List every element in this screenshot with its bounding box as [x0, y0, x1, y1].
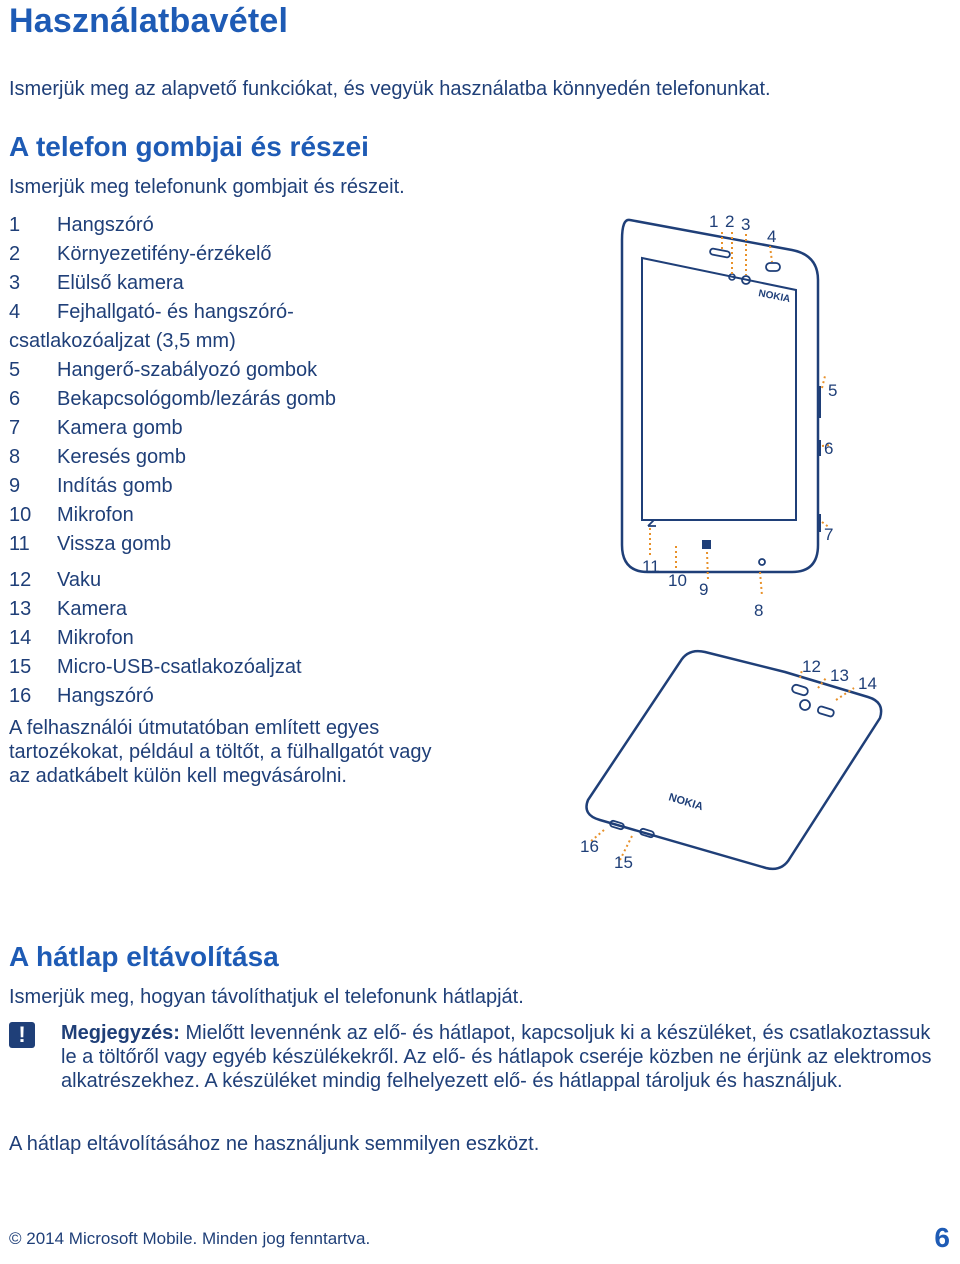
- callout-1: 1: [709, 212, 719, 231]
- earpiece-icon: [710, 248, 731, 258]
- section-subtitle-back-cover: Ismerjük meg, hogyan távolíthatjuk el telefonunk hátlapját.: [9, 986, 524, 1008]
- list-item: 15 Micro-USB-csatlakozóaljzat: [9, 656, 302, 678]
- callout-4: 4: [767, 227, 777, 246]
- copyright: © 2014 Microsoft Mobile. Minden jog fenntartva.: [9, 1229, 371, 1248]
- rear-camera-icon: [800, 700, 810, 710]
- list-item: 6 Bekapcsológomb/lezárás gomb: [9, 388, 337, 410]
- list-item: 5 Hangerő-szabályozó gombok: [9, 359, 318, 381]
- list-item: 7 Kamera gomb: [9, 417, 183, 439]
- callout-10: 10: [668, 571, 687, 590]
- callout-8: 8: [754, 601, 764, 620]
- search-key-icon: [759, 559, 765, 565]
- section-heading-back-cover: A hátlap eltávolítása: [9, 941, 279, 972]
- note-label: Megjegyzés:: [61, 1022, 180, 1044]
- front-brand-logo: NOKIA: [757, 288, 792, 306]
- callout-11: 11: [642, 557, 660, 576]
- intro-text: Ismerjük meg az alapvető funkciókat, és vegyük használatba könnyedén telefonunkat.: [9, 78, 771, 100]
- callout-6: 6: [824, 439, 834, 458]
- callout-9: 9: [699, 580, 709, 599]
- callout-16: 16: [580, 837, 599, 856]
- callout-14: 14: [858, 674, 877, 693]
- flash-icon: [791, 684, 809, 696]
- callout-5: 5: [828, 381, 838, 400]
- list-item: 13 Kamera: [9, 598, 128, 620]
- list-item: 1 Hangszóró: [9, 214, 154, 236]
- parts-list: [9, 211, 429, 711]
- page-title: Használatbavétel: [9, 2, 289, 40]
- list-item: 10 Mikrofon: [9, 504, 134, 526]
- list-item: 16 Hangszóró: [9, 685, 154, 707]
- page-number: 6: [934, 1222, 950, 1253]
- accessory-note: A felhasználói útmutatóban említett egyes tartozékokat, például a töltőt, a fülhallgatót vagy az adatkábelt külön kell megvásárolni.: [9, 717, 432, 787]
- list-item: 11 Vissza gomb: [9, 533, 172, 555]
- list-item: 14 Mikrofon: [9, 627, 134, 649]
- callout-13: 13: [830, 666, 849, 685]
- warning-icon: !: [9, 1022, 35, 1048]
- back-brand-logo: NOKIA: [667, 791, 705, 814]
- callout-12: 12: [802, 657, 821, 676]
- list-item: 9 Indítás gomb: [9, 475, 173, 497]
- list-item: 8 Keresés gomb: [9, 446, 186, 468]
- section-heading-parts: A telefon gombjai és részei: [9, 131, 369, 162]
- phone-diagram: [560, 200, 960, 890]
- callout-7: 7: [824, 525, 834, 544]
- section-subtitle-parts: Ismerjük meg telefonunk gombjait és részeit.: [9, 176, 405, 198]
- note-text: Mielőtt levennénk az elő- és hátlapot, kapcsoljuk ki a készüléket, és csatlakoztassuk le a töltőről vagy egyéb készülékekről. Az elő- és hátlapok cseréje közben ne érjünk az elektromos alkatrészekhez. A készüléket mindig felhelyezett elő- és hátlappal tároljuk és használjuk.: [61, 1022, 932, 1092]
- list-item: 3 Elülső kamera: [9, 272, 184, 294]
- note-block: [61, 1021, 951, 1093]
- list-item: 2 Környezetifény-érzékelő: [9, 243, 272, 265]
- callout-2: 2: [725, 212, 735, 231]
- start-key-icon: [702, 540, 711, 549]
- list-item: 12 Vaku: [9, 569, 102, 591]
- list-item: 4 Fejhallgató- és hangszóró- csatlakozóaljzat (3,5 mm): [9, 301, 294, 352]
- callout-3: 3: [741, 215, 751, 234]
- rear-mic-icon: [817, 706, 834, 717]
- callout-15: 15: [614, 853, 633, 872]
- instruction-text: A hátlap eltávolításához ne használjunk semmilyen eszközt.: [9, 1133, 540, 1155]
- headset-jack-icon: [766, 263, 780, 271]
